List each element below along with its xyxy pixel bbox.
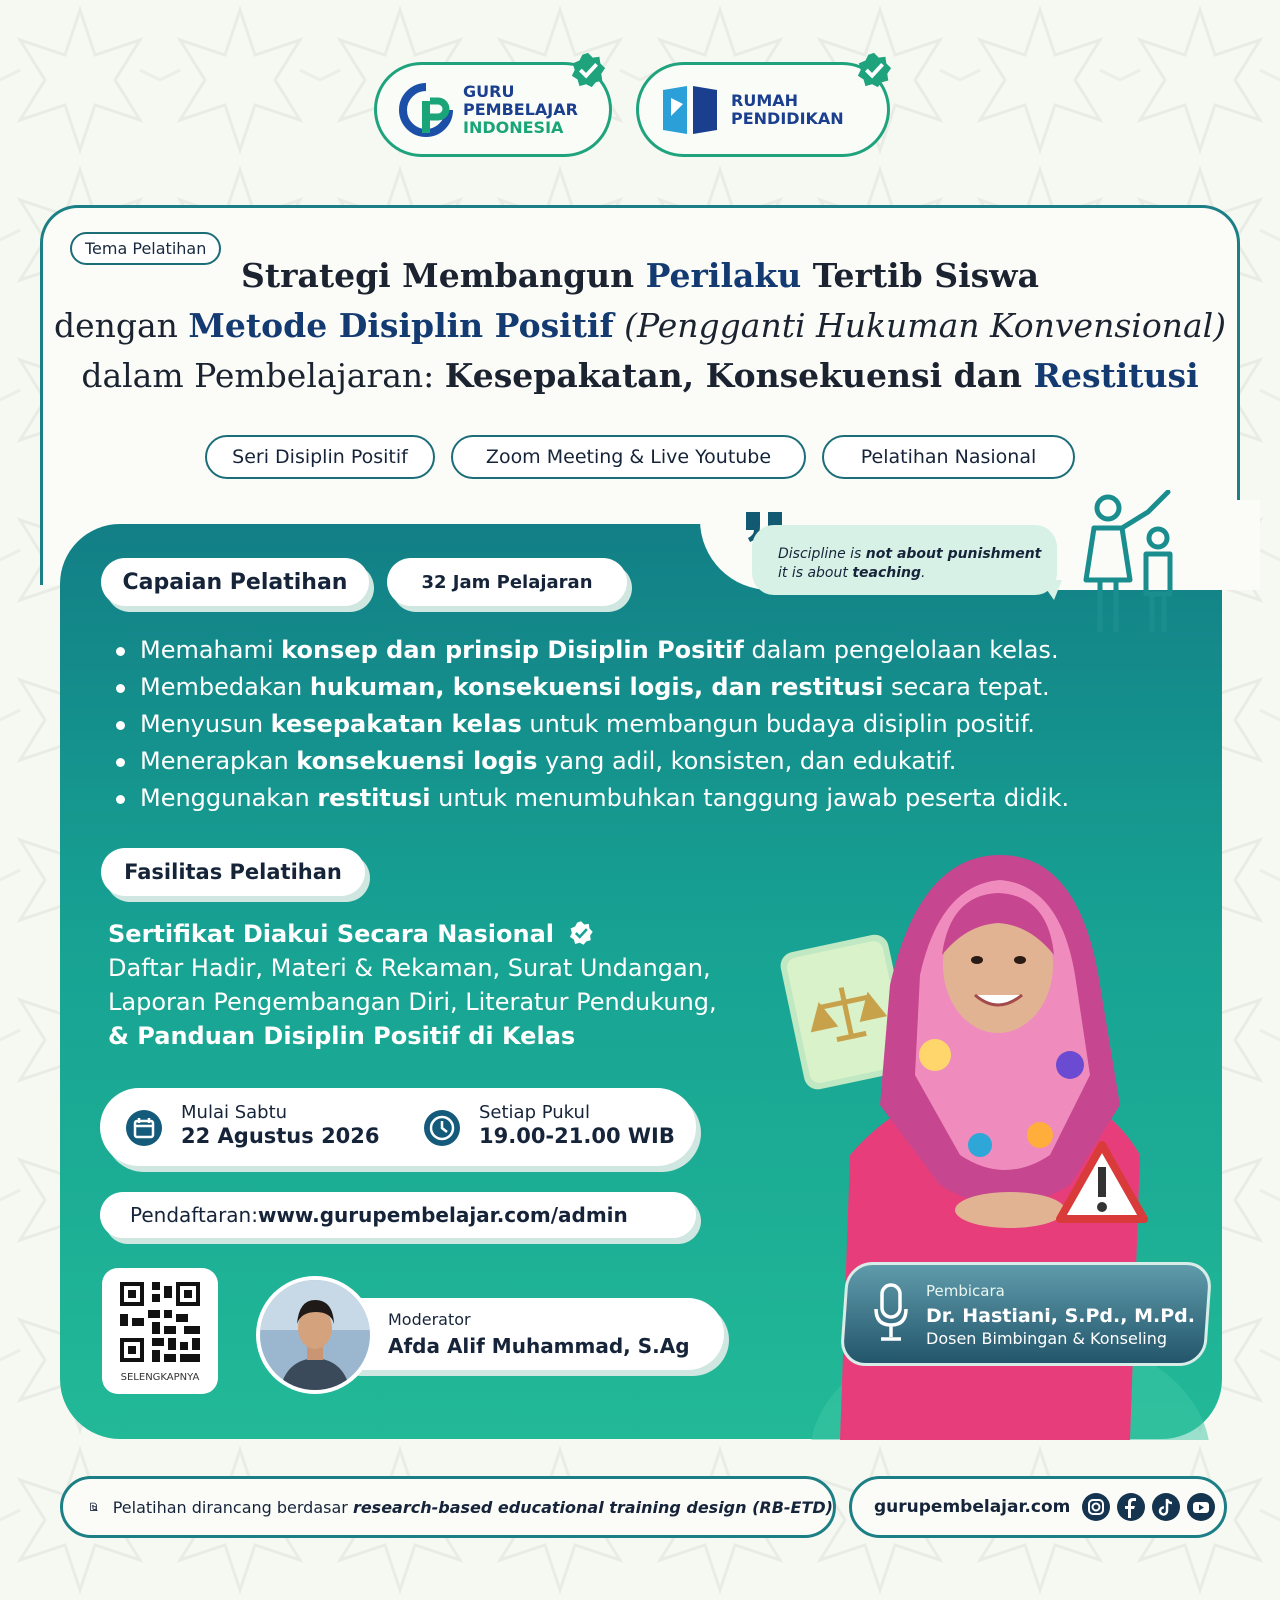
- footer-note-text: Pelatihan dirancang berdasar research-based educational training design (RB-ETD): [112, 1497, 833, 1517]
- quote-p1: Discipline is: [778, 546, 866, 562]
- registration-bar: [100, 1192, 696, 1238]
- quote-tail: [1040, 580, 1062, 602]
- tag-nasional: Pelatihan Nasional: [822, 435, 1075, 479]
- list-item: Menerapkan konsekuensi logis yang adil, konsisten, dan edukatif.: [112, 743, 1069, 780]
- title-l2c: (Pengganti Hukuman Konvensional): [613, 306, 1227, 345]
- logo2-line2: PENDIDIKAN: [731, 108, 844, 128]
- instagram-icon[interactable]: [1082, 1493, 1110, 1521]
- book-logo-icon: [659, 82, 721, 138]
- facebook-icon[interactable]: [1117, 1493, 1145, 1521]
- moderator-avatar-frame: [256, 1276, 374, 1394]
- title-l1c: Tertib Siswa: [801, 256, 1039, 295]
- footer-social: [849, 1476, 1227, 1538]
- qr-card[interactable]: [102, 1268, 218, 1394]
- tiktok-icon[interactable]: [1152, 1493, 1180, 1521]
- moderator-name: Afda Alif Muhammad, S.Ag: [388, 1334, 690, 1358]
- verified-badge-icon: [569, 51, 607, 89]
- calendar-icon: [126, 1110, 162, 1146]
- speaker-name: Dr. Hastiani, S.Pd., M.Pd.: [926, 1305, 1195, 1327]
- time-value: 19.00-21.00 WIB: [479, 1124, 675, 1148]
- time-label: Setiap Pukul: [479, 1102, 590, 1123]
- capaian-label: Capaian Pelatihan: [101, 558, 369, 606]
- clock-icon: [424, 1110, 460, 1146]
- moderator-role: Moderator: [388, 1310, 471, 1329]
- qr-code-icon: [120, 1282, 200, 1362]
- fasilitas-line-2: Laporan Pengembangan Diri, Literatur Pendukung,: [108, 988, 717, 1016]
- title-l3a: dalam Pembelajaran:: [81, 356, 445, 395]
- logo1-line1: GURU: [463, 81, 515, 101]
- list-item: Memahami konsep dan prinsip Disiplin Positif dalam pengelolaan kelas.: [112, 632, 1069, 669]
- footer-site[interactable]: gurupembelajar.com: [874, 1497, 1071, 1517]
- verified-badge-icon: [855, 51, 893, 89]
- logo-rumah-pendidikan: [636, 62, 890, 157]
- quote-bubble: [752, 525, 1057, 595]
- tag-seri: Seri Disiplin Positif: [205, 435, 435, 479]
- title-l2b: Metode Disiplin Positif: [188, 306, 614, 345]
- logo-guru-pembelajar: [374, 62, 612, 157]
- research-document-icon: [89, 1492, 99, 1522]
- capaian-list: [112, 632, 1069, 817]
- footer-note: [60, 1476, 836, 1538]
- list-item: Membedakan hukuman, konsekuensi logis, dan restitusi secara tepat.: [112, 669, 1069, 706]
- hours-badge: 32 Jam Pelajaran: [387, 558, 627, 606]
- moderator-avatar: [260, 1280, 370, 1390]
- title-line-1: [40, 256, 1240, 295]
- speaker-title: Dosen Bimbingan & Konseling: [926, 1329, 1168, 1348]
- quote-p4: teaching: [852, 565, 921, 581]
- title-l1b: Perilaku: [645, 256, 802, 295]
- fasilitas-label: Fasilitas Pelatihan: [101, 848, 365, 896]
- title-l1a: Strategi Membangun: [241, 256, 646, 295]
- theme-label: Tema Pelatihan: [70, 232, 221, 265]
- list-item: Menggunakan restitusi untuk menumbuhkan tanggung jawab peserta didik.: [112, 780, 1069, 817]
- date-label: Mulai Sabtu: [181, 1102, 288, 1123]
- verified-check-icon: [568, 920, 594, 946]
- youtube-icon[interactable]: [1187, 1493, 1215, 1521]
- quote-p5: .: [921, 565, 926, 581]
- logo2-line1: RUMAH: [731, 90, 799, 110]
- certificate-text: Sertifikat Diakui Secara Nasional: [108, 920, 555, 948]
- speaker-role: Pembicara: [926, 1282, 1005, 1300]
- title-l2a: dengan: [53, 306, 189, 345]
- registration-link[interactable]: www.gurupembelajar.com/admin: [257, 1203, 628, 1227]
- microphone-icon: [872, 1283, 910, 1343]
- title-line-2: [40, 306, 1240, 345]
- registration-label: Pendaftaran:: [130, 1203, 258, 1227]
- date-value: 22 Agustus 2026: [181, 1124, 380, 1148]
- teacher-student-icon: [1076, 490, 1206, 640]
- gp-logo-icon: [397, 81, 455, 139]
- title-l3c: Restitusi: [1033, 356, 1199, 395]
- quote-p2: not about punishment: [865, 546, 1042, 562]
- qr-caption: SELENGKAPNYA: [120, 1372, 200, 1383]
- logo1-line3: INDONESIA: [463, 117, 564, 137]
- list-item: Menyusun kesepakatan kelas untuk membangun budaya disiplin positif.: [112, 706, 1069, 743]
- tag-zoom: Zoom Meeting & Live Youtube: [451, 435, 806, 479]
- title-line-3: [40, 356, 1240, 395]
- title-l3b: Kesepakatan, Konsekuensi dan: [444, 356, 1034, 395]
- logo1-line2: PEMBELAJAR: [463, 99, 578, 119]
- quote-p3: it is about: [778, 565, 853, 581]
- certificate-line: [108, 917, 594, 951]
- fasilitas-line-3: & Panduan Disiplin Positif di Kelas: [108, 1022, 576, 1050]
- fasilitas-line-1: Daftar Hadir, Materi & Rekaman, Surat Undangan,: [108, 954, 711, 982]
